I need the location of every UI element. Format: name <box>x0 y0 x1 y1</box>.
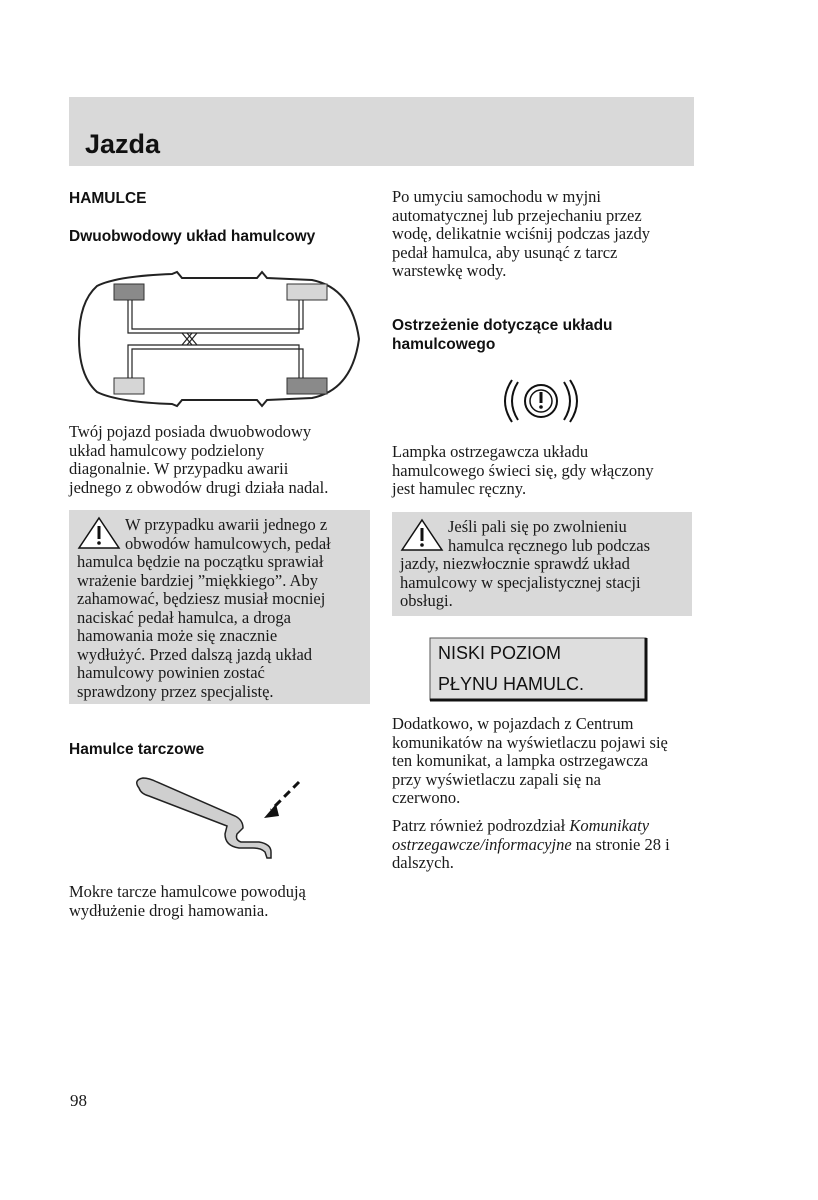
dual-circuit-text <box>69 423 369 497</box>
text-line: jest hamulec ręczny. <box>392 479 527 498</box>
warning-line: obsługi. <box>400 591 453 610</box>
wash-text <box>392 188 697 281</box>
see-also-text <box>392 817 702 873</box>
heading-line: Ostrzeżenie dotyczące układu <box>392 317 613 334</box>
rear-right-wheel <box>287 378 327 394</box>
see-also-line-3: dalszych. <box>392 853 454 872</box>
text-line: Dodatkowo, w pojazdach z Centrum <box>392 714 634 733</box>
text-line: przy wyświetlaczu zapali się na <box>392 769 601 789</box>
warning-line: zahamować, będziesz musiał mocniej <box>77 589 326 608</box>
subsection-dual-circuit: Dwuobwodowy układ hamulcowy <box>69 228 316 245</box>
warning-line: hamulcowy w specjalistycznej stacji <box>400 572 641 592</box>
front-left-wheel <box>114 284 144 300</box>
page-number: 98 <box>70 1091 87 1110</box>
text-line: układ hamulcowy podzielony <box>69 440 265 460</box>
see-italic-1: Komunikaty <box>569 816 650 835</box>
front-right-wheel <box>287 284 327 300</box>
see-suffix: na stronie 28 i <box>571 834 670 854</box>
warning-line: naciskać pedał hamulca, a droga <box>77 607 291 627</box>
dual-circuit-diagram <box>77 266 365 412</box>
warning-triangle-icon <box>77 516 121 550</box>
chapter-header-band <box>69 97 694 166</box>
warning-line: hamowania może się znacznie <box>77 626 278 645</box>
warning-line: obwodów hamulcowych, pedał <box>125 533 331 553</box>
text-line: hamulcowego świeci się, gdy włączony <box>392 460 654 480</box>
warning-line: sprawdzony przez specjalistę. <box>77 681 274 701</box>
text-line: wydłużenie drogi hamowania. <box>69 900 269 920</box>
text-line: czerwono. <box>392 788 461 807</box>
text-line: pedał hamulca, aby usunąć z tarcz <box>392 242 618 262</box>
text-line: ten komunikat, a lampka ostrzegawcza <box>392 751 649 770</box>
warning-line: hamulcowy powinien zostać <box>77 663 265 682</box>
see-also-line-2 <box>392 836 702 855</box>
warning-box-left <box>69 510 370 704</box>
warning-line: hamulca ręcznego lub podczas <box>448 535 651 555</box>
text-line: Po umyciu samochodu w myjni <box>392 187 601 206</box>
extra-text <box>392 715 702 808</box>
see-also-line-1 <box>392 817 702 836</box>
subsection-brake-warning <box>392 316 613 354</box>
text-line: wodę, delikatnie wciśnij podczas jazdy <box>392 224 650 243</box>
lcd-line-2: PŁYNU HAMULC. <box>438 674 585 694</box>
warning-triangle-icon <box>400 518 444 552</box>
warning-box-right <box>392 512 692 616</box>
warning-line: wydłużyć. Przed dalszą jazdą układ <box>77 644 313 664</box>
lamp-text <box>392 443 697 499</box>
warning-line: wrażenie bardziej ”miękkiego”. Aby <box>77 570 318 590</box>
subsection-disc-brakes: Hamulce tarczowe <box>69 741 205 758</box>
brake-warning-lamp-icon <box>502 376 580 426</box>
text-line: warstewkę wody. <box>392 261 507 280</box>
text-line: Lampka ostrzegawcza układu <box>392 442 589 461</box>
brake-pedal-diagram <box>131 776 311 866</box>
brake-pedal-arm <box>137 778 271 858</box>
lcd-message-display <box>429 637 649 703</box>
see-prefix: Patrz również podrozdział <box>392 816 570 835</box>
heading-line: hamulcowego <box>392 336 496 353</box>
warning-line: Jeśli pali się po zwolnieniu <box>448 517 627 536</box>
text-line: Twój pojazd posiada dwuobwodowy <box>69 422 312 441</box>
section-title-brakes: HAMULCE <box>69 190 147 207</box>
chapter-title: Jazda <box>85 129 161 159</box>
text-line: diagonalnie. W przypadku awarii <box>69 459 289 478</box>
rear-left-wheel <box>114 378 144 394</box>
warning-line: W przypadku awarii jednego z <box>125 515 328 534</box>
warning-line: hamulca będzie na początku sprawiał <box>77 552 324 571</box>
warning-line: jazdy, niezwłocznie sprawdź układ <box>400 554 630 573</box>
text-line: Mokre tarcze hamulcowe powodują <box>69 882 306 901</box>
text-line: jednego z obwodów drugi działa nadal. <box>69 477 329 497</box>
see-italic-2: ostrzegawcze/informacyjne <box>392 834 572 854</box>
text-line: automatycznej lub przejechaniu przez <box>392 205 642 225</box>
text-line: komunikatów na wyświetlaczu pojawi się <box>392 732 668 752</box>
lcd-line-1: NISKI POZIOM <box>438 643 562 663</box>
disc-brake-text <box>69 883 369 920</box>
